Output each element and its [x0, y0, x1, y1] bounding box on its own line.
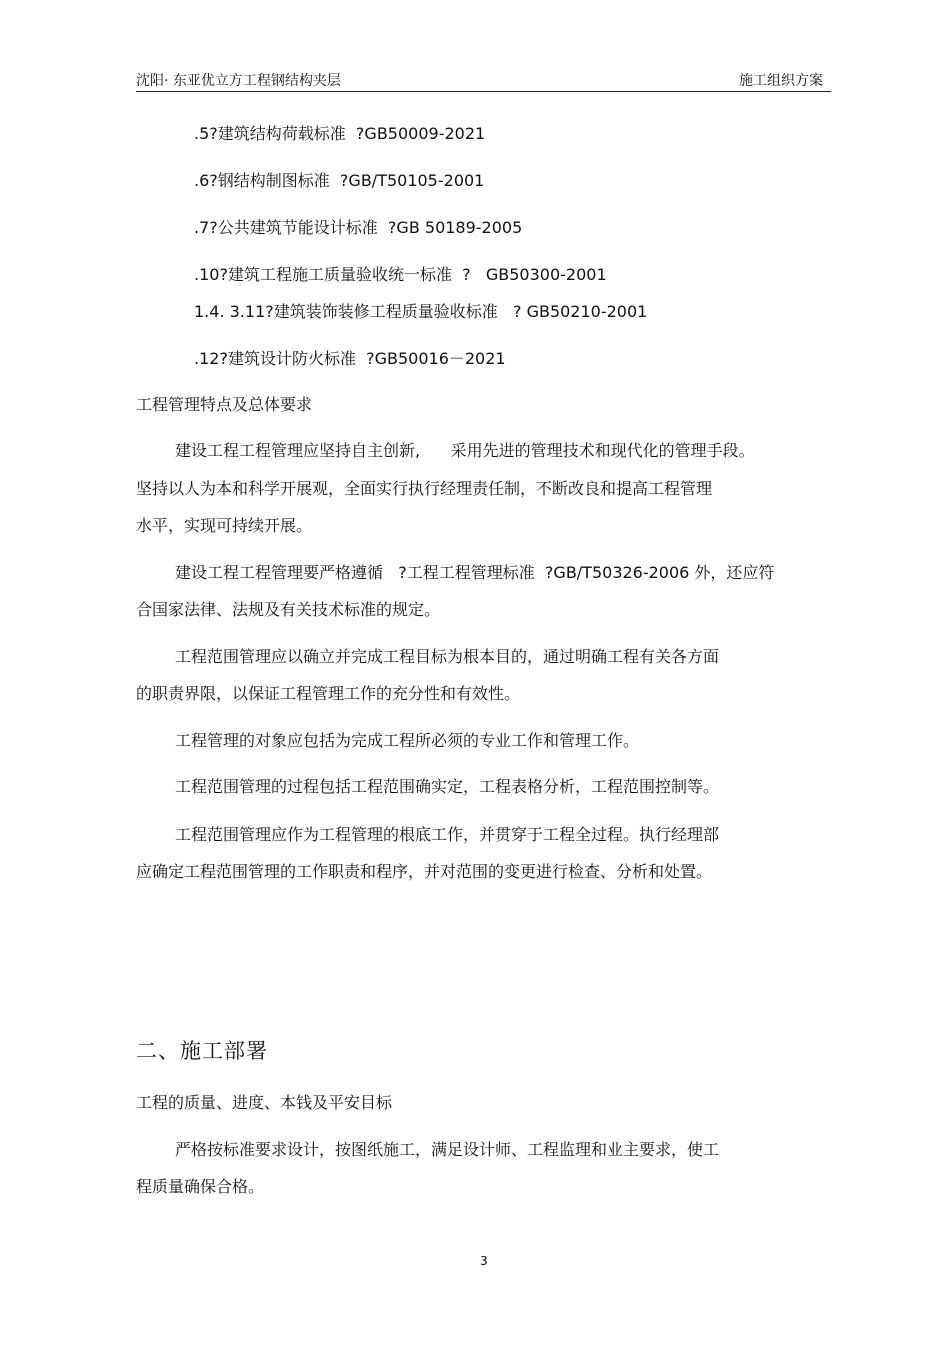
standard-item: .12?建筑设计防火标准 ?GB50016－2021	[194, 349, 506, 368]
page-header	[136, 70, 831, 90]
paragraph-line: 的职责界限，以保证工程管理工作的充分性和有效性。	[136, 684, 521, 703]
paragraph-line: 水平，实现可持续开展。	[136, 516, 313, 535]
standard-item: .5?建筑结构荷载标准 ?GB50009-2021	[194, 124, 486, 143]
section-title: 工程管理特点及总体要求	[136, 395, 313, 414]
paragraph-line: 合国家法律、法规及有关技术标准的规定。	[136, 600, 441, 619]
paragraph-line: 严格按标准要求设计，按图纸施工，满足设计师、工程监理和业主要求，使工	[175, 1140, 720, 1159]
header-divider	[136, 91, 831, 92]
paragraph-line: 应确定工程范围管理的工作职责和程序，并对范围的变更进行检查、分析和处置。	[136, 862, 713, 881]
paragraph-line: 工程范围管理应以确立并完成工程目标为根本目的，通过明确工程有关各方面	[175, 647, 720, 666]
standard-item: .7?公共建筑节能设计标准 ?GB 50189-2005	[194, 218, 523, 237]
header-project-title: 沈阳· 东亚优立方工程钢结构夹层	[136, 73, 341, 89]
standard-item: .10?建筑工程施工质量验收统一标准 ? GB50300-2001	[194, 265, 607, 284]
chapter-heading: 二、施工部署	[136, 1039, 268, 1063]
standard-item: .6?钢结构制图标准 ?GB/T50105-2001	[194, 171, 485, 190]
standard-item: 1.4. 3.11?建筑装饰装修工程质量验收标准 ? GB50210-2001	[194, 302, 648, 321]
paragraph-line: 工程范围管理的过程包括工程范围确实定，工程表格分析，工程范围控制等。	[175, 777, 720, 796]
paragraph-line: 建设工程工程管理应坚持自主创新, 采用先进的管理技术和现代化的管理手段。	[175, 441, 755, 460]
paragraph-line: 工程管理的对象应包括为完成工程所必须的专业工作和管理工作。	[175, 731, 640, 750]
paragraph-line: 建设工程工程管理要严格遵循 ?工程工程管理标准 ?GB/T50326-2006 外，还应符	[175, 563, 775, 582]
header-document-type: 施工组织方案	[739, 73, 823, 89]
paragraph-line: 工程范围管理应作为工程管理的根底工作，并贯穿于工程全过程。执行经理部	[175, 825, 720, 844]
paragraph-line: 坚持以人为本和科学开展观，全面实行执行经理责任制，不断改良和提高工程管理	[136, 479, 713, 498]
paragraph-line: 程质量确保合格。	[136, 1177, 265, 1196]
section-title: 工程的质量、进度、本钱及平安目标	[136, 1093, 393, 1112]
page-number: 3	[480, 1254, 488, 1268]
